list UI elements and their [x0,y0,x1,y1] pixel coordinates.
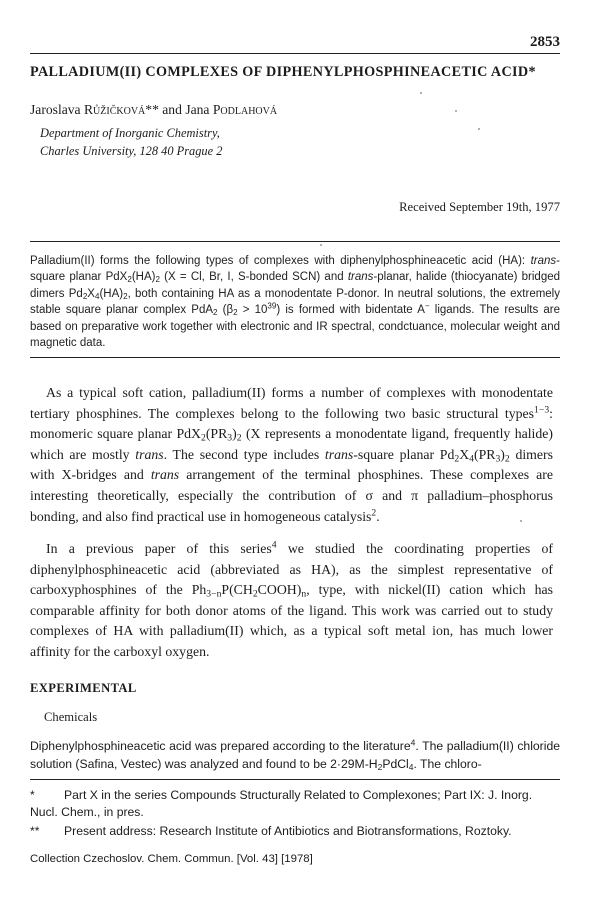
experimental-paragraph: Diphenylphosphineacetic acid was prepared according to the literature$^4$. The palladium(II) chloride solution (Safina, Vestec) was analyzed and found to be $2\cdot 29M-H_2PdCl_4$. The chloro- [30,737,561,773]
abstract-text: (HA) [131,271,156,284]
footnote-text: Part X in the series Compounds Structurally Related to Complexones; Part IX: J. Inorg. Nucl. Chem., in pres. [30,788,533,819]
footnote-mark: * [30,788,35,802]
article-title: PALLADIUM(II) COMPLEXES OF DIPHENYLPHOSPHINEACETIC ACID* [30,64,536,80]
body-text: arrangement of the terminal phosphines. These complexes are interesting theoretically, especially the contribution of σ and π palladium–phosphorus bonding, and also find practical use in homogeneous catalysis [30,467,553,524]
header-rule [30,53,560,54]
body-text: dimers with X-bridges and [30,446,553,483]
abstract-text: -square planar PdX [30,255,560,284]
body-text: . The palladium(II) chloride solution (Safina, Vestec) was analyzed and found to be 2·29 [30,739,561,772]
body-text: X [459,446,470,462]
author-connector: and [158,102,186,117]
body-text: In a previous paper of this series [46,541,272,556]
body-paragraph-1: As a typical soft cation, palladium(II) forms a number of complexes with monodentate tertiary phosphines. The complexes belong to the following two basic structural types$^{1-3}$: monomeric square planar $PdX_2(PR_3)_2$ (X represents a monodentate ligand, frequently halide) which are mostly trans. The second type includes trans-square planar $Pd_2X_4(PR_3)_2$ dimers with X-bridges and trans arrangement of the terminal phosphines. These complexes are interesting theoretically, especially the contribution of σ and π palladium–phosphorus bonding, and also find practical use in homogeneous catalysis$^2$. [30,385,554,524]
reference-mark: 4 [271,539,277,551]
abstract-top-rule [30,241,560,242]
body-text: , type, with nickel(II) cation which has comparable affinity for both donor atoms of the ligand. This work was carried out to study complexes of HA with palladium(II) which, as a typical soft metal ion, has much lower affinity for the carboxyl oxygen. [30,582,553,659]
abstract-text: (HA) [99,287,124,300]
author1-first: Jaroslava [30,102,84,117]
scan-speck [520,520,522,522]
page-number: 2853 [530,34,560,50]
authors-line [30,102,277,118]
affiliation-line-1: Department of Inorganic Chemistry, [40,126,220,140]
body-text: Diphenylphosphineacetic acid was prepared according to the literature [30,739,411,753]
body-italic: trans [324,446,354,462]
received-date: Received September 19th, 1977 [399,200,560,214]
journal-citation: Collection Czechoslov. Chem. Commun. [Vol. 43] [1978] [30,853,313,865]
body-text: COOH) [257,582,302,598]
body-text: -square planar Pd [353,446,455,462]
abstract-italic: trans [530,255,557,267]
scan-speck [420,92,422,94]
abstract-italic: trans [347,271,374,284]
reference-mark: 1−3 [534,404,550,416]
body-text: ) [232,426,237,442]
scan-speck [455,110,457,112]
author2-last: Podlahová [212,102,278,117]
body-italic: trans [150,467,180,483]
body-text: ) [500,446,505,462]
footnote-1 [30,787,560,821]
body-italic: trans [135,446,164,462]
abstract-text: X [87,287,95,300]
author1-last: Růžičková [83,102,146,117]
body-text: : monomeric square planar PdX [30,405,553,442]
abstract-text: (X = Cl, Br, I, S-bonded SCN) and [159,271,348,284]
abstract-text: (β [217,304,234,317]
abstract-text: , both containing HA as a monodentate P-donor. In neutral solutions, the extremely stable square planar complex PdA [30,287,560,317]
reference-mark: 4 [410,737,416,748]
body-text: . The second type includes [163,446,325,462]
body-text: . [376,508,380,524]
abstract-text: ) is formed with bidentate A [276,304,425,317]
body-text: (X represents a monodentate ligand, frequently halide) which are mostly [30,426,554,462]
footnote-text: Present address: Research Institute of Antibiotics and Biotransformations, Roztoky. [64,824,512,838]
subsection-heading: Chemicals [44,710,98,724]
reference-mark: 2 [371,507,377,519]
abstract-text: -planar, halide (thiocyanate) bridged dimers Pd [30,271,561,300]
footnote-rule [30,779,560,780]
body-text: As a typical soft cation, palladium(II) forms a number of complexes with monodentate tertiary phosphines. The complexes belong to the following two basic structural types [30,385,553,421]
abstract-text: Palladium(II) forms the following types of complexes with diphenylphosphineacetic acid (HA): [30,255,531,267]
scan-speck [320,244,322,246]
body-text: we studied the coordinating properties of diphenylphosphineacetic acid (abbreviated as HA), as the simplest representative of carboxyphosphines of the Ph [30,541,553,598]
abstract-bottom-rule [30,357,560,358]
body-text: . The chloro- [413,757,482,772]
body-text: (PR [205,426,228,442]
unit-text: M [354,757,365,772]
affiliation-line-2: Charles University, 128 40 Prague 2 [40,144,223,158]
scan-speck [478,128,480,130]
abstract-text: > 10 [237,304,268,317]
abstract-text: ligands. The results are based on preparative work together with electronic and IR spectral, condctuance, molecular weight and magnetic data. [30,304,560,350]
body-text: (PR [473,446,496,462]
author2-first: Jana [185,102,213,117]
body-text: P(CH [221,582,253,598]
author1-mark: ** [145,102,159,117]
body-text: -H [364,757,378,772]
abstract: Palladium(II) forms the following types of complexes with diphenylphosphineacetic acid (HA): trans-square planar $PdX_2(HA)_2$ (X = Cl, Br, I, S-bonded SCN) and trans-planar, halide (thiocyanate) bridged dimers $Pd_2X_4(HA)_2$, both containing HA as a monodentate P-donor. In neutral solutions, the extremely stable square planar complex PdA$_2$ $(\beta_2 > 10^{39})$ is formed with bidentate A− ligands. The results are based on preparative work together with electronic and IR spectral, condctuance, molecular weight and magnetic data. [30,255,561,350]
body-paragraph-2: In a previous paper of this series$^4$ we studied the coordinating properties of diphenylphosphineacetic acid (abbreviated as HA), as the simplest representative of carboxyphosphines of the $Ph_{3-n}P(CH_2COOH)_n$, type, with nickel(II) cation which has comparable affinity for both donor atoms of the ligand. This work was carried out to study complexes of HA with palladium(II) which, as a typical soft metal ion, has much lower affinity for the carboxyl oxygen. [30,539,553,659]
section-heading: EXPERIMENTAL [30,681,137,695]
footnote-2 [30,823,560,840]
body-text: PdCl [382,757,409,772]
footnote-mark: ** [30,824,40,838]
